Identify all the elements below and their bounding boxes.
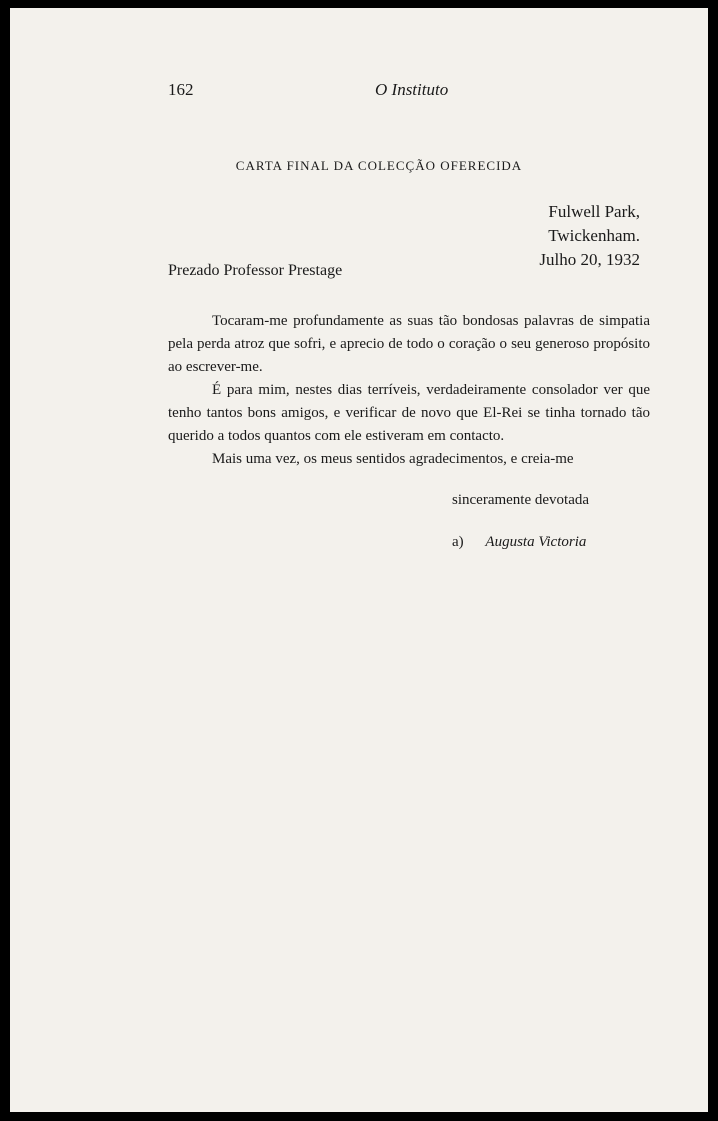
section-title: CARTA FINAL DA COLECÇÃO OFERECIDA	[235, 158, 523, 173]
letter-date: Julho 20, 1932	[539, 250, 640, 269]
page-number: 162	[168, 80, 194, 99]
signature	[452, 534, 586, 551]
address-line-1: Fulwell Park,	[548, 202, 640, 221]
running-title: O Instituto	[375, 80, 449, 99]
letter-body	[168, 310, 650, 471]
closing-phrase: sinceramente devotada	[452, 492, 590, 508]
sender-address	[539, 200, 640, 272]
document-page	[10, 8, 708, 1112]
address-line-2: Twickenham.	[548, 226, 640, 245]
signature-marker: a)	[452, 534, 464, 550]
salutation: Prezado Professor Prestage	[168, 262, 343, 279]
paragraph-1: Tocaram-me profundamente as suas tão bondosas palavras de simpatia pela perda atroz que sofri, e aprecio de todo o coração o seu generoso propósito ao escrever-me.	[168, 313, 650, 375]
paragraph-3: Mais uma vez, os meus sentidos agradecimentos, e creia-me	[212, 451, 574, 467]
paragraph-2: É para mim, nestes dias terríveis, verdadeiramente consolador ver que tenho tantos bons amigos, e verificar de novo que El-Rei se tinha tornado tão querido a todos quantos com ele estiveram em contacto.	[168, 382, 650, 444]
signature-name: Augusta Victoria	[485, 534, 587, 550]
